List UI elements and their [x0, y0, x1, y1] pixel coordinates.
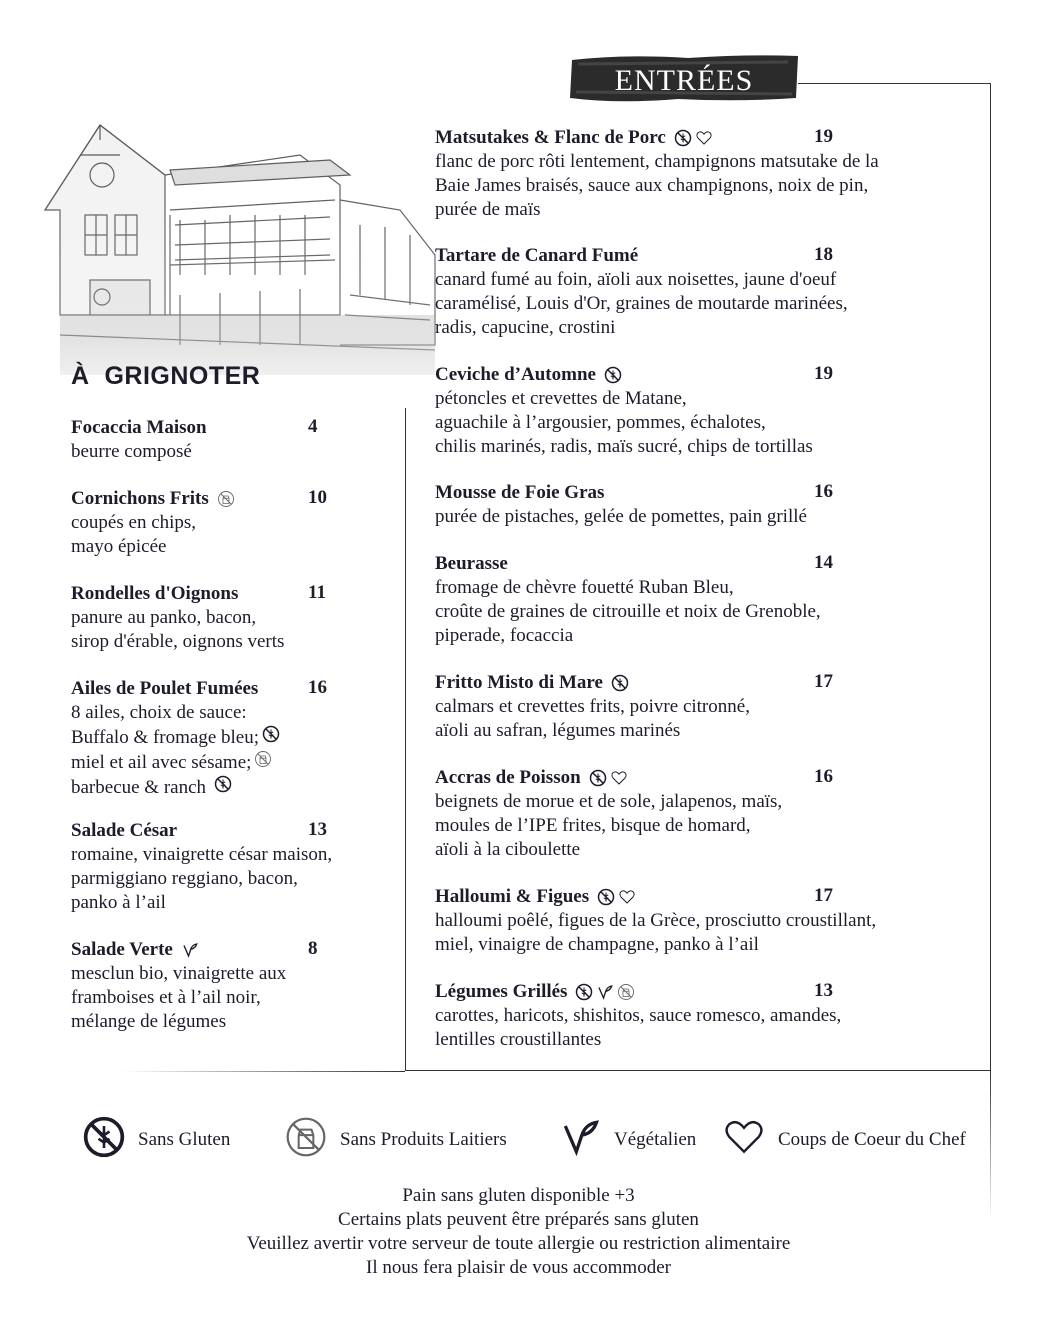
menu-item-description: romaine, vinaigrette césar maison, parmiggiano reggiano, bacon, panko à l’ail: [71, 844, 333, 913]
sans-gluten-icon: [604, 366, 622, 384]
menu-item: [435, 244, 848, 340]
dietary-icons: [589, 769, 628, 787]
coup-de-coeur-icon: [610, 769, 628, 787]
coup-de-coeur-icon: [695, 129, 713, 147]
menu-item-name: Rondelles d'Oignons: [71, 583, 239, 604]
footer-line: Certains plats peuvent être préparés sans gluten: [338, 1209, 699, 1230]
menu-item-name: Ceviche d’Automne: [435, 364, 596, 385]
frame-center-line: [405, 408, 406, 1071]
menu-item: [435, 552, 833, 648]
legend-item-coup-de-coeur: [710, 1115, 966, 1165]
menu-item-price: 18: [814, 244, 833, 265]
dietary-icons: [181, 941, 199, 959]
menu-item: [435, 481, 833, 529]
menu-item-header: [435, 481, 833, 505]
menu-item-description: beignets de morue et de sole, jalapenos, maïs, moules de l’IPE frites, bisque de homard, aïoli à la ciboulette: [435, 791, 783, 860]
footer-line: Il nous fera plaisir de vous accommoder: [366, 1257, 671, 1278]
legend-label: Sans Gluten: [138, 1129, 231, 1150]
frame-right-line: [990, 83, 991, 1071]
menu-item: [435, 363, 833, 459]
menu-item-price: 14: [814, 552, 833, 573]
vegetalien-icon: [181, 941, 199, 959]
menu-item-name: Tartare de Canard Fumé: [435, 245, 639, 266]
menu-item-name: Matsutakes & Flanc de Porc: [435, 127, 666, 148]
menu-item-description: halloumi poêlé, figues de la Grèce, prosciutto croustillant, miel, vinaigre de champagne, panko à l’ail: [435, 910, 877, 955]
menu-item-description: beurre composé: [71, 441, 192, 462]
menu-item: [71, 487, 327, 559]
sans-gluten-icon: [214, 775, 232, 800]
coup-de-coeur-icon: [618, 888, 636, 906]
grignoter-title: À GRIGNOTER: [71, 362, 261, 390]
menu-item-price: 16: [814, 481, 833, 502]
frame-top-line: [798, 83, 991, 84]
description-text: Buffalo & fromage bleu;: [71, 726, 260, 748]
menu-item-name: Halloumi & Figues: [435, 886, 590, 907]
menu-item-header: [435, 671, 833, 695]
sans-lait-icon: [617, 983, 635, 1001]
dietary-icons: [217, 490, 235, 508]
menu-item: [435, 980, 841, 1052]
menu-item-description: pétoncles et crevettes de Matane, aguachile à l’argousier, pommes, échalotes, chilis marinés, radis, maïs sucré, chips de tortillas: [435, 388, 813, 457]
sans-gluten-icon: [589, 769, 607, 787]
menu-item-description: purée de pistaches, gelée de pomettes, pain grillé: [435, 506, 807, 527]
sans-gluten-icon: [597, 888, 615, 906]
menu-item-price: 19: [814, 363, 833, 384]
left-bottom-fade-line: [120, 1071, 405, 1072]
vegetalien-icon: [558, 1115, 602, 1165]
menu-item: [435, 671, 833, 743]
menu-item-name: Salade Verte: [71, 939, 173, 960]
footer-line: Pain sans gluten disponible +3: [402, 1185, 635, 1206]
menu-item-header: [435, 766, 833, 790]
menu-item-name: Beurasse: [435, 553, 508, 574]
menu-item-header: [71, 677, 327, 701]
vegetalien-icon: [596, 983, 614, 1001]
sans-gluten-icon: [674, 129, 692, 147]
description-line: [71, 701, 280, 725]
menu-item-price: 10: [308, 487, 327, 508]
legend: [70, 1115, 990, 1165]
menu-item-header: [435, 126, 879, 150]
menu-item: [71, 938, 318, 1034]
frame-bottom-line: [405, 1070, 991, 1071]
coup-de-coeur-icon: [722, 1115, 766, 1165]
sans-gluten-icon: [575, 983, 593, 1001]
menu-item-name: Salade César: [71, 820, 178, 841]
menu-item-header: [71, 819, 332, 843]
menu-item-name: Légumes Grillés: [435, 981, 568, 1002]
legend-label: Sans Produits Laitiers: [340, 1129, 507, 1150]
menu-item-price: 17: [814, 671, 833, 692]
description-line: [71, 775, 280, 800]
menu-item-header: [435, 363, 833, 387]
menu-item: [71, 677, 327, 800]
legend-label: Végétalien: [614, 1129, 697, 1150]
menu-item-price: 13: [814, 980, 833, 1001]
menu-item-header: [435, 552, 833, 576]
menu-item-description: [71, 701, 280, 800]
description-text: miel et ail avec sésame;: [71, 751, 252, 773]
legend-label: Coups de Coeur du Chef: [778, 1129, 966, 1150]
menu-item-header: [435, 885, 876, 909]
menu-item-header: [71, 416, 318, 440]
menu-item-header: [435, 980, 841, 1004]
description-text: 8 ailes, choix de sauce:: [71, 702, 247, 723]
menu-item-header: [71, 487, 327, 511]
menu-item: [71, 819, 332, 915]
sans-gluten-icon: [82, 1115, 126, 1165]
menu-item-price: 4: [308, 416, 318, 437]
dietary-icons: [674, 129, 713, 147]
dietary-icons: [611, 674, 629, 692]
menu-item-name: Cornichons Frits: [71, 488, 209, 509]
menu-item-description: panure au panko, bacon, sirop d'érable, oignons verts: [71, 607, 285, 652]
menu-item-description: canard fumé au foin, aïoli aux noisettes, jaune d'oeuf caramélisé, Louis d'Or, graines de moutarde marinées, radis, capucine, crostini: [435, 269, 848, 338]
menu-item-description: carottes, haricots, shishitos, sauce romesco, amandes, lentilles croustillantes: [435, 1005, 842, 1050]
sans-gluten-icon: [262, 725, 280, 750]
menu-item-description: coupés en chips, mayo épicée: [71, 512, 197, 557]
sans-lait-icon: [284, 1115, 328, 1165]
menu-item-header: [71, 938, 318, 962]
menu-item-price: 19: [814, 126, 833, 147]
legend-item-vegetalien: [546, 1115, 696, 1165]
sans-lait-icon: [254, 750, 272, 775]
sans-gluten-icon: [611, 674, 629, 692]
legend-item-sans-lait: [272, 1115, 507, 1165]
entrees-title: ENTRÉES: [614, 64, 754, 97]
menu-item-description: fromage de chèvre fouetté Ruban Bleu, croûte de graines de citrouille et noix de Grenoble, piperade, focaccia: [435, 577, 821, 646]
menu-item: [435, 766, 833, 862]
menu-item-name: Mousse de Foie Gras: [435, 482, 605, 503]
menu-item-name: Fritto Misto di Mare: [435, 672, 603, 693]
description-line: [71, 750, 280, 775]
menu-item-header: [71, 582, 326, 606]
menu-item-price: 8: [308, 938, 318, 959]
menu-item-description: mesclun bio, vinaigrette aux framboises et à l’ail noir, mélange de légumes: [71, 963, 287, 1032]
menu-item-name: Accras de Poisson: [435, 767, 581, 788]
menu-item: [435, 885, 876, 957]
footer-line: Veuillez avertir votre serveur de toute allergie ou restriction alimentaire: [246, 1233, 791, 1254]
menu-item: [71, 582, 326, 654]
menu-item-price: 16: [308, 677, 327, 698]
menu-item-description: flanc de porc rôti lentement, champignons matsutake de la Baie James braisés, sauce aux champignons, noix de pin, purée de maïs: [435, 151, 879, 220]
dietary-icons: [604, 366, 622, 384]
footer-notes: [0, 1184, 1037, 1280]
menu-item-header: [435, 244, 848, 268]
description-text: barbecue & ranch: [71, 776, 211, 798]
menu-item-price: 13: [308, 819, 327, 840]
menu-item: [71, 416, 318, 464]
menu-item-price: 16: [814, 766, 833, 787]
description-line: [71, 725, 280, 750]
sans-lait-icon: [217, 490, 235, 508]
menu-item-price: 17: [814, 885, 833, 906]
menu-item: [435, 126, 879, 222]
menu-item-price: 11: [308, 582, 326, 603]
legend-item-sans-gluten: [70, 1115, 230, 1165]
menu-item-description: calmars et crevettes frits, poivre citronné, aïoli au safran, légumes marinés: [435, 696, 750, 741]
menu-item-name: Focaccia Maison: [71, 417, 207, 438]
dietary-icons: [597, 888, 636, 906]
dietary-icons: [575, 983, 635, 1001]
menu-item-name: Ailes de Poulet Fumées: [71, 678, 259, 699]
